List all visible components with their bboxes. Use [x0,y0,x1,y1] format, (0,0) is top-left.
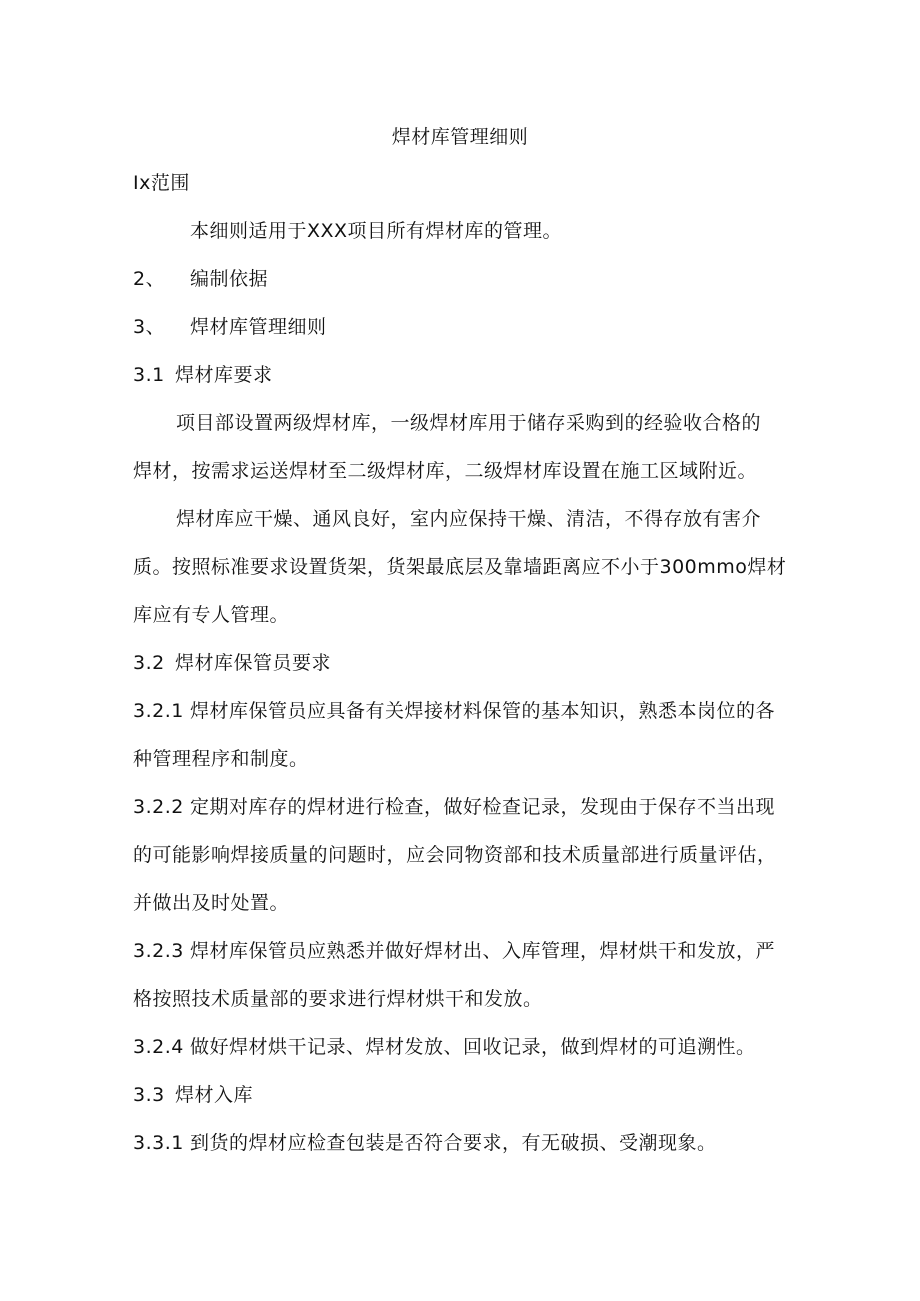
document-title: 焊材库管理细则 [391,126,529,148]
clause-3-2-3 [133,937,775,965]
section-3-1-heading [133,361,273,389]
section-number: 3.1 [133,364,165,386]
section-title: 焊材库保管员要求 [175,652,332,674]
clause-number: 3.2.2 [133,796,184,818]
clause-number: 3.3.1 [133,1132,184,1154]
section-number: 3.2 [133,652,165,674]
clause-number: 3.2.1 [133,700,184,722]
section-3-heading [133,313,327,341]
paragraph-line: 库应有专人管理。 [133,604,290,626]
section-title: 焊材入库 [175,1084,254,1106]
section-3-3-heading [133,1081,253,1109]
section-number: 3、 [133,316,166,338]
clause-text: 定期对库存的焊材进行检查，做好检查记录，发现由于保存不当出现 [190,796,776,818]
section-title: 编制依据 [190,268,269,290]
clause-3-3-1 [133,1129,717,1157]
clause-text: 焊材库保管员应熟悉并做好焊材出、入库管理，焊材烘干和发放，严 [190,940,776,962]
section-1-heading: Ix范围 [133,172,190,194]
section-title: 焊材库管理细则 [190,316,327,338]
clause-number: 3.2.4 [133,1036,184,1058]
paragraph-line: 项目部设置两级焊材库，一级焊材库用于储存采购到的经验收合格的 [176,412,762,434]
paragraph-line: 的可能影响焊接质量的问题时，应会同物资部和技术质量部进行质量评估， [133,844,777,866]
section-1-text: 本细则适用于XXX项目所有焊材库的管理。 [190,220,563,242]
section-2-heading [133,265,268,293]
paragraph-line: 种管理程序和制度。 [133,748,309,770]
section-number: 2、 [133,268,166,290]
clause-3-2-2 [133,793,775,821]
paragraph-line: 质。按照标准要求设置货架，货架最底层及靠墙距离应不小于300mmo焊材 [133,556,787,578]
paragraph-line: 焊材库应干燥、通风良好，室内应保持干燥、清洁，不得存放有害介 [176,508,762,530]
clause-text: 做好焊材烘干记录、焊材发放、回收记录，做到焊材的可追溯性。 [190,1036,756,1058]
section-3-2-heading [133,649,331,677]
clause-3-2-4 [133,1033,756,1061]
clause-number: 3.2.3 [133,940,184,962]
clause-text: 到货的焊材应检查包装是否符合要求，有无破损、受潮现象。 [190,1132,717,1154]
paragraph-line: 格按照技术质量部的要求进行焊材烘干和发放。 [133,988,543,1010]
paragraph-line: 焊材，按需求运送焊材至二级焊材库，二级焊材库设置在施工区域附近。 [133,460,758,482]
clause-text: 焊材库保管员应具备有关焊接材料保管的基本知识，熟悉本岗位的各 [190,700,776,722]
section-number: 3.3 [133,1084,165,1106]
section-title: 焊材库要求 [175,364,273,386]
clause-3-2-1 [133,697,775,725]
paragraph-line: 并做出及时处置。 [133,892,290,914]
